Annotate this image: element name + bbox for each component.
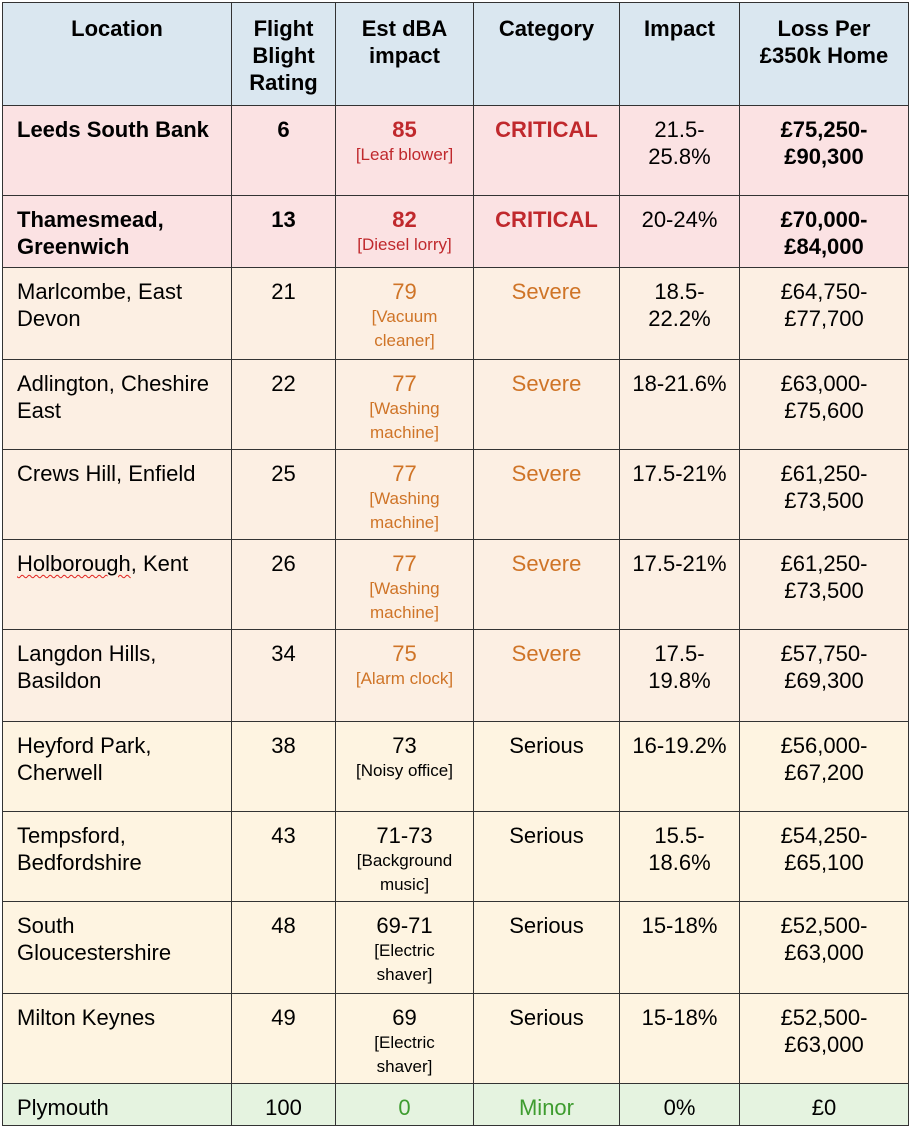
- location-cell: Leeds South Bank: [3, 106, 232, 196]
- table-row: [3, 540, 909, 630]
- loss-cell: £57,750-£69,300: [740, 630, 909, 722]
- rating-cell: 49: [232, 994, 336, 1084]
- table-row: [3, 722, 909, 812]
- location-name-misspell: Holborough: [17, 551, 131, 576]
- dba-cell: [336, 994, 474, 1084]
- table-row: [3, 360, 909, 450]
- category-cell: Severe: [474, 268, 620, 360]
- dba-note: [Diesel lorry]: [357, 235, 452, 254]
- impact-cell: 0%: [620, 1084, 740, 1126]
- header-row: [3, 3, 909, 106]
- dba-value: 0: [398, 1095, 411, 1120]
- table-row: [3, 106, 909, 196]
- loss-cell: £0: [740, 1084, 909, 1126]
- dba-cell: [336, 1084, 474, 1126]
- loss-cell: £61,250-£73,500: [740, 450, 909, 540]
- location-cell: Crews Hill, Enfield: [3, 450, 232, 540]
- dba-cell: [336, 268, 474, 360]
- dba-value: 82: [392, 207, 417, 232]
- impact-cell: 17.5-19.8%: [620, 630, 740, 722]
- category-cell: CRITICAL: [474, 106, 620, 196]
- impact-cell: 15-18%: [620, 994, 740, 1084]
- location-cell: Tempsford, Bedfordshire: [3, 812, 232, 902]
- rating-cell: 38: [232, 722, 336, 812]
- impact-cell: 15-18%: [620, 902, 740, 994]
- category-cell: Severe: [474, 360, 620, 450]
- impact-cell: 16-19.2%: [620, 722, 740, 812]
- category-cell: Severe: [474, 450, 620, 540]
- dba-value: 85: [392, 117, 417, 142]
- dba-note: [Washing machine]: [369, 489, 440, 532]
- impact-cell: 20-24%: [620, 196, 740, 268]
- table-row: [3, 994, 909, 1084]
- flight-blight-table: [2, 2, 909, 1126]
- location-suffix: , Kent: [130, 551, 189, 576]
- dba-cell: [336, 196, 474, 268]
- dba-value: 73: [392, 733, 417, 758]
- category-cell: Serious: [474, 722, 620, 812]
- impact-cell: 21.5-25.8%: [620, 106, 740, 196]
- rating-cell: 43: [232, 812, 336, 902]
- dba-cell: [336, 540, 474, 630]
- header-flight-blight-rating: Flight Blight Rating: [232, 3, 336, 106]
- location-cell: Marlcombe, East Devon: [3, 268, 232, 360]
- dba-note: [Background music]: [356, 851, 453, 894]
- dba-value: 77: [392, 371, 417, 396]
- impact-cell: 17.5-21%: [620, 450, 740, 540]
- impact-cell: 17.5-21%: [620, 540, 740, 630]
- dba-cell: [336, 360, 474, 450]
- category-cell: Minor: [474, 1084, 620, 1126]
- header-location: Location: [3, 3, 232, 106]
- table-row: [3, 902, 909, 994]
- dba-value: 69-71: [376, 913, 433, 938]
- category-cell: Severe: [474, 540, 620, 630]
- dba-cell: [336, 630, 474, 722]
- dba-cell: [336, 902, 474, 994]
- rating-cell: 100: [232, 1084, 336, 1126]
- dba-value: 77: [392, 461, 417, 486]
- location-cell: Langdon Hills, Basildon: [3, 630, 232, 722]
- dba-note: [Washing machine]: [369, 579, 440, 622]
- dba-cell: [336, 812, 474, 902]
- table-row: [3, 268, 909, 360]
- rating-cell: 6: [232, 106, 336, 196]
- loss-cell: £64,750-£77,700: [740, 268, 909, 360]
- loss-cell: £61,250-£73,500: [740, 540, 909, 630]
- dba-value: 75: [392, 641, 417, 666]
- category-cell: Severe: [474, 630, 620, 722]
- location-cell: Adlington, Cheshire East: [3, 360, 232, 450]
- category-cell: Serious: [474, 902, 620, 994]
- loss-cell: £52,500-£63,000: [740, 994, 909, 1084]
- loss-cell: £63,000-£75,600: [740, 360, 909, 450]
- table-row: [3, 1084, 909, 1126]
- rating-cell: 26: [232, 540, 336, 630]
- loss-cell: £56,000-£67,200: [740, 722, 909, 812]
- impact-cell: 18-21.6%: [620, 360, 740, 450]
- rating-cell: 48: [232, 902, 336, 994]
- table-row: [3, 630, 909, 722]
- table-row: [3, 450, 909, 540]
- rating-cell: 13: [232, 196, 336, 268]
- dba-value: 77: [392, 551, 417, 576]
- dba-note: [Alarm clock]: [355, 669, 454, 688]
- dba-note: [Noisy office]: [355, 761, 453, 780]
- category-cell: CRITICAL: [474, 196, 620, 268]
- loss-cell: £75,250-£90,300: [740, 106, 909, 196]
- dba-note: [Leaf blower]: [355, 145, 454, 164]
- dba-note: [Electric shaver]: [374, 941, 435, 984]
- header-est-dba-impact: Est dBA impact: [336, 3, 474, 106]
- location-cell: Milton Keynes: [3, 994, 232, 1084]
- dba-value: 71-73: [376, 823, 433, 848]
- loss-cell: £70,000-£84,000: [740, 196, 909, 268]
- table-row: [3, 812, 909, 902]
- location-cell: Heyford Park, Cherwell: [3, 722, 232, 812]
- header-category: Category: [474, 3, 620, 106]
- dba-value: 79: [392, 279, 417, 304]
- dba-value: 69: [392, 1005, 417, 1030]
- rating-cell: 34: [232, 630, 336, 722]
- table-row: [3, 196, 909, 268]
- location-cell: [3, 540, 232, 630]
- location-cell: Thamesmead, Greenwich: [3, 196, 232, 268]
- dba-cell: [336, 450, 474, 540]
- loss-cell: £52,500-£63,000: [740, 902, 909, 994]
- dba-cell: [336, 722, 474, 812]
- loss-cell: £54,250-£65,100: [740, 812, 909, 902]
- category-cell: Serious: [474, 994, 620, 1084]
- location-cell: South Gloucestershire: [3, 902, 232, 994]
- dba-cell: [336, 106, 474, 196]
- rating-cell: 25: [232, 450, 336, 540]
- dba-note: [Electric shaver]: [374, 1033, 435, 1076]
- dba-note: [Vacuum cleaner]: [371, 307, 438, 350]
- rating-cell: 21: [232, 268, 336, 360]
- impact-cell: 18.5-22.2%: [620, 268, 740, 360]
- impact-cell: 15.5-18.6%: [620, 812, 740, 902]
- header-loss-per-home: Loss Per £350k Home: [740, 3, 909, 106]
- dba-note: [Washing machine]: [369, 399, 440, 442]
- rating-cell: 22: [232, 360, 336, 450]
- header-impact: Impact: [620, 3, 740, 106]
- category-cell: Serious: [474, 812, 620, 902]
- location-cell: Plymouth: [3, 1084, 232, 1126]
